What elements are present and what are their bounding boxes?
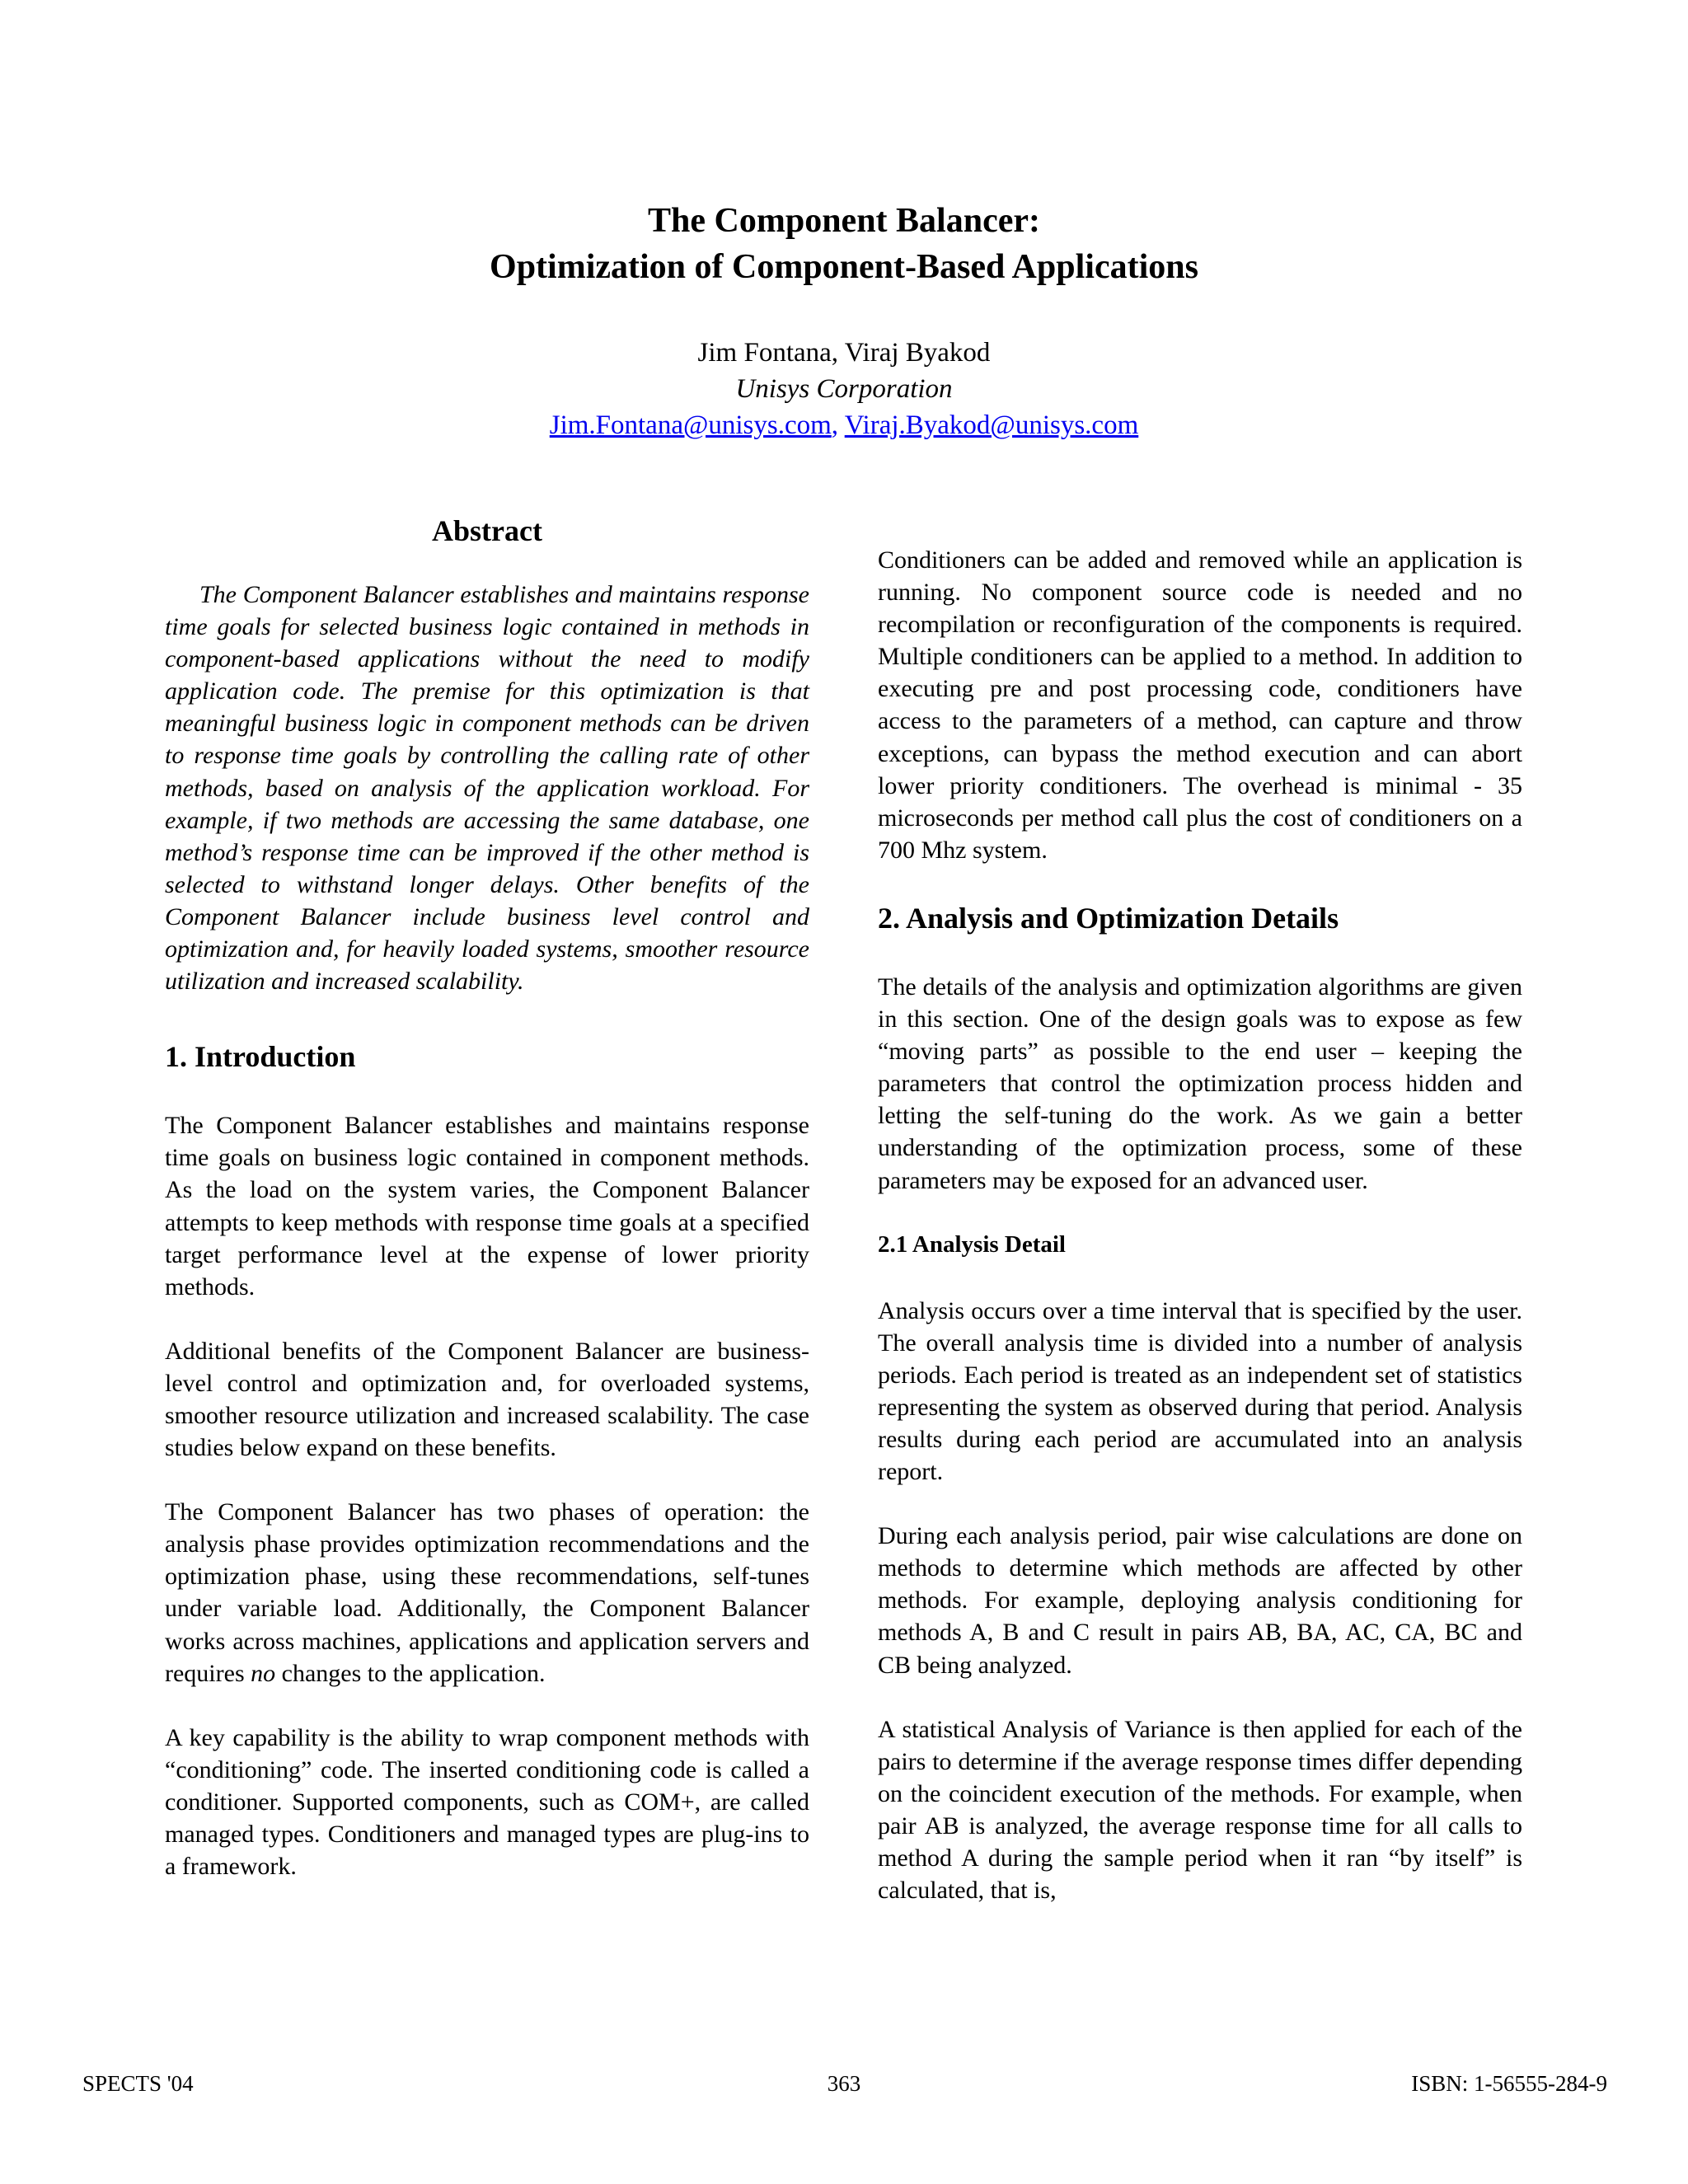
section-2-paragraph-1: The details of the analysis and optimization algorithms are given in this section. One of the design goals was to expose as few “moving parts” as possible to the end user – keeping the parameters that control the optimization process hidden and letting the self-tuning do the work. As we gain a better understanding of the optimization process, some of these parameters may be exposed for an advanced user. <box>878 972 1522 1194</box>
intro-paragraph-3-part-b: changes to the application. <box>275 1659 546 1687</box>
intro-paragraph-1: The Component Balancer establishes and maintains response time goals on business logic contained in component methods. As the load on the system varies, the Component Balancer attempts to keep methods with response time goals at a specified target performance level at the expense of lower priority methods. <box>165 1112 809 1301</box>
author-names: Jim Fontana, Viraj Byakod <box>697 338 991 368</box>
intro-paragraph-3-emphasis: no <box>251 1659 276 1687</box>
email-separator: , <box>831 410 839 440</box>
conditioners-paragraph: Conditioners can be added and removed while an application is running. No component source code is needed and no recompilation or reconfiguration of the components is required. Multiple conditioners can be applied to a method. In addition to executing pre and post processing code, conditioners have access to the parameters of a method, can capture and throw exceptions, can bypass the method execution and can abort lower priority conditioners. The overhead is minimal - 35 microseconds per method call plus the cost of conditioners on a 700 Mhz system. <box>878 546 1522 864</box>
abstract-text: The Component Balancer establishes and maintains response time goals for selected business logic contained in methods in component-based applications without the need to modify application code. The premise for this optimization is that meaningful business logic in component methods can be driven to response time goals by controlling the calling rate of other methods, based on analysis of the application workload. For example, if two methods are accessing the same database, one method’s response time can be improved if the other method is selected to withstand longer delays. Other benefits of the Component Balancer include business level control and optimization and, for heavily loaded systems, smoother resource utilization and increased scalability. <box>165 581 809 996</box>
analysis-paragraph-3: A statistical Analysis of Variance is then applied for each of the pairs to determine if the average response times differ depending on the coincident execution of the methods. For example, when pair AB is analyzed, the average response time for all calls to method A during the sample period when it ran “by itself” is calculated, that is, <box>878 1715 1522 1905</box>
analysis-paragraph-2: During each analysis period, pair wise calculations are done on methods to determine which methods are affected by other methods. For example, deploying analysis conditioning for methods A, B and C result in pairs AB, BA, AC, CA, BC and CB being analyzed. <box>878 1522 1522 1679</box>
intro-paragraph-3 <box>165 1496 809 1690</box>
intro-paragraph-2: Additional benefits of the Component Balancer are business-level control and optimization and, for overloaded systems, smoother resource utilization and increased scalability. The case studies below expand on these benefits. <box>165 1337 809 1462</box>
paper-title <box>0 198 1688 290</box>
affiliation: Unisys Corporation <box>735 374 953 404</box>
email-link-fontana[interactable]: Jim.Fontana@unisys.com <box>549 410 832 440</box>
subsection-2-1-heading: 2.1 Analysis Detail <box>878 1230 1066 1258</box>
title-line-1: The Component Balancer: <box>648 202 1040 240</box>
right-column <box>878 544 1522 1906</box>
abstract-heading: Abstract <box>432 514 542 547</box>
email-line <box>0 407 1688 443</box>
email-link-byakod[interactable]: Viraj.Byakod@unisys.com <box>844 410 1139 440</box>
section-2-heading: 2. Analysis and Optimization Details <box>878 901 1339 935</box>
left-column <box>165 511 809 1882</box>
footer-conference: SPECTS '04 <box>82 2071 194 2096</box>
section-1-heading: 1. Introduction <box>165 1040 356 1074</box>
intro-paragraph-3-part-a: The Component Balancer has two phases of operation: the analysis phase provides optimization recommendations and the optimization phase, using these recommendations, self-tunes under variable load. Additionally, the Component Balancer works across machines, applications and application servers and requires <box>165 1498 809 1687</box>
analysis-paragraph-1: Analysis occurs over a time interval that is specified by the user. The overall analysis time is divided into a number of analysis periods. Each period is treated as an independent set of statistics representing the system as observed during that period. Analysis results during each period are accumulated into an analysis report. <box>878 1296 1522 1486</box>
footer-isbn: ISBN: 1-56555-284-9 <box>1411 2071 1607 2096</box>
footer-page-number: 363 <box>827 2071 861 2096</box>
intro-paragraph-4: A key capability is the ability to wrap component methods with “conditioning” code. The inserted conditioning code is called a conditioner. Supported components, such as COM+, are called managed types. Conditioners and managed types are plug-ins to a framework. <box>165 1723 809 1881</box>
author-block <box>0 335 1688 443</box>
title-line-2: Optimization of Component-Based Applications <box>490 248 1198 286</box>
